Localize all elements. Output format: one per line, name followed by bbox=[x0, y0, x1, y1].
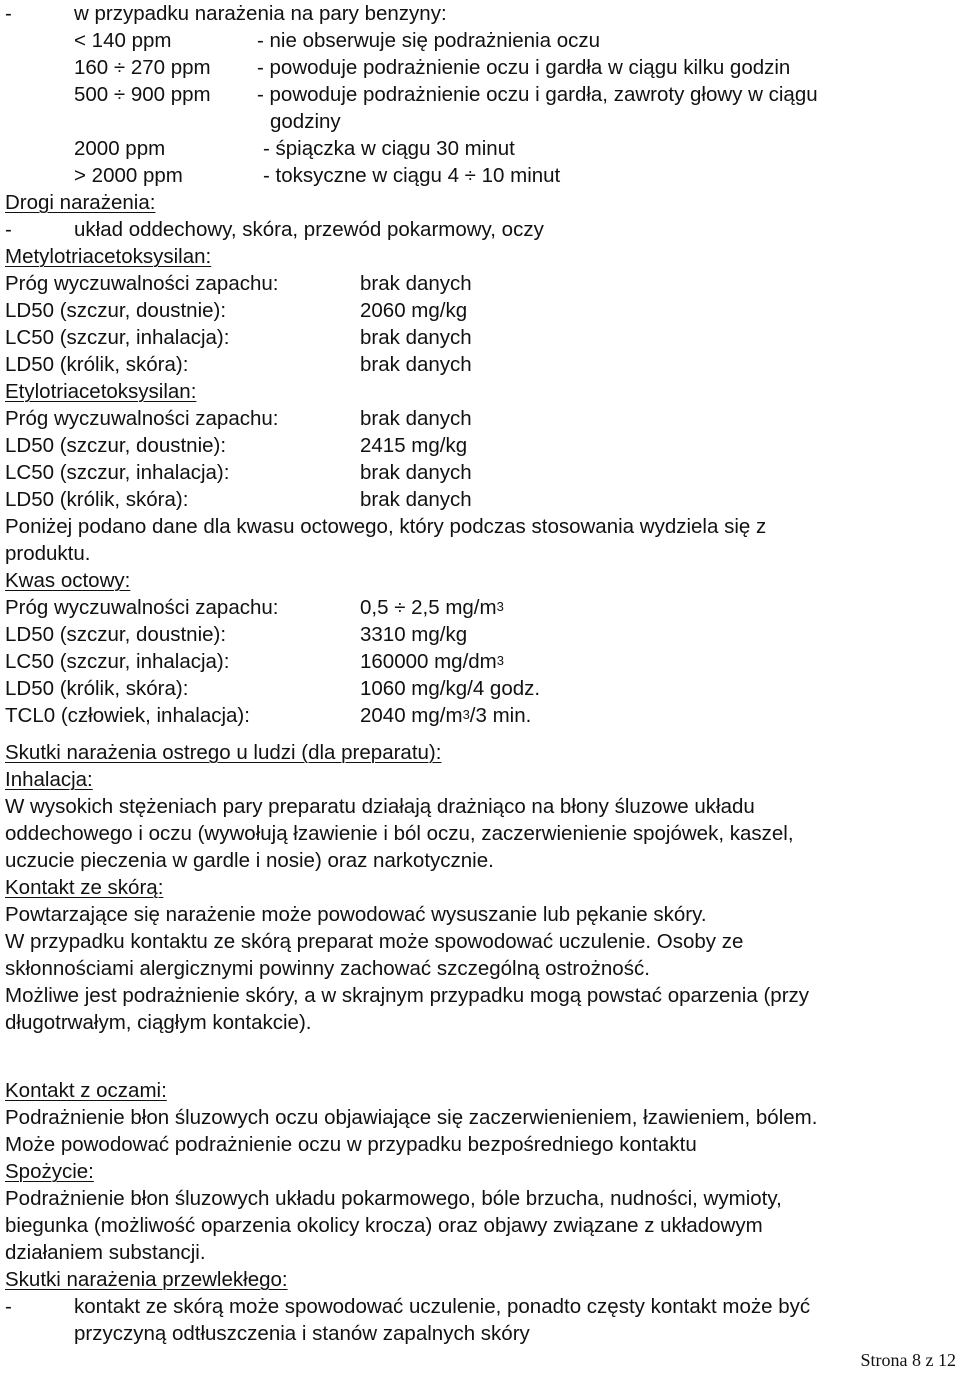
tox-row bbox=[5, 621, 955, 648]
ppm-row bbox=[5, 135, 955, 162]
tox-value bbox=[360, 594, 504, 621]
tox-label: LD50 (królik, skóra): bbox=[5, 353, 189, 376]
bullet-dash: - bbox=[5, 218, 12, 241]
skutki-ostre-heading-line bbox=[5, 739, 955, 766]
tox-value-text: 0,5 ÷ 2,5 mg/m bbox=[360, 596, 497, 619]
przewlekle-item-line bbox=[5, 1293, 955, 1320]
paragraph-line: W przypadku kontaktu ze skórą preparat może spowodować uczulenie. Osoby ze bbox=[5, 930, 744, 953]
kwas-heading: Kwas octowy: bbox=[5, 569, 131, 592]
skora-heading-line bbox=[5, 874, 955, 901]
skutki-ostre-heading: Skutki narażenia ostrego u ludzi (dla preparatu): bbox=[5, 741, 442, 764]
superscript: 3 bbox=[496, 599, 504, 614]
tox-row bbox=[5, 702, 955, 729]
tox-row bbox=[5, 675, 955, 702]
benzyna-heading: w przypadku narażenia na pary benzyny: bbox=[74, 2, 447, 25]
benzyna-heading-line bbox=[5, 0, 955, 27]
przewlekle-item-cont: przyczyną odtłuszczenia i stanów zapalnych skóry bbox=[74, 1322, 530, 1345]
etylo-heading-line bbox=[5, 378, 955, 405]
ppm-effect-continuation: godziny bbox=[270, 110, 341, 133]
paragraph-line: skłonnościami alergicznymi powinny zachować szczególną ostrożność. bbox=[5, 957, 650, 980]
przewlekle-heading-line bbox=[5, 1266, 955, 1293]
metylo-heading: Metylotriacetoksysilan: bbox=[5, 245, 212, 268]
tox-label: LD50 (królik, skóra): bbox=[5, 488, 189, 511]
tox-row bbox=[5, 405, 955, 432]
paragraph-line: długotrwałym, ciągłym kontakcie). bbox=[5, 1011, 312, 1034]
tox-value-text: /3 min. bbox=[469, 704, 532, 727]
oczy-heading: Kontakt z oczami: bbox=[5, 1079, 167, 1102]
paragraph-line: Może powodować podrażnienie oczu w przypadku bezpośredniego kontaktu bbox=[5, 1133, 697, 1156]
tox-label: LD50 (szczur, doustnie): bbox=[5, 623, 227, 646]
tox-value: brak danych bbox=[360, 353, 472, 376]
tox-label: LC50 (szczur, inhalacja): bbox=[5, 650, 230, 673]
przewlekle-item-continuation bbox=[5, 1320, 955, 1347]
ppm-value: 2000 ppm bbox=[74, 137, 166, 160]
drogi-heading-line bbox=[5, 189, 955, 216]
bullet-dash: - bbox=[5, 1295, 12, 1318]
tox-value: brak danych bbox=[360, 461, 472, 484]
spozycie-heading-line bbox=[5, 1158, 955, 1185]
etylo-heading: Etylotriacetoksysilan: bbox=[5, 380, 197, 403]
paragraph-line: Powtarzające się narażenie może powodować wysuszanie lub pękanie skóry. bbox=[5, 903, 707, 926]
metylo-heading-line bbox=[5, 243, 955, 270]
ppm-value: 160 ÷ 270 ppm bbox=[74, 56, 211, 79]
tox-label: TCL0 (człowiek, inhalacja): bbox=[5, 704, 250, 727]
spozycie-heading: Spożycie: bbox=[5, 1160, 94, 1183]
tox-row bbox=[5, 594, 955, 621]
tox-row bbox=[5, 351, 955, 378]
tox-label: Próg wyczuwalności zapachu: bbox=[5, 596, 279, 619]
przewlekle-item: kontakt ze skórą może spowodować uczulenie, ponadto częsty kontakt może być bbox=[74, 1295, 811, 1318]
tox-value-text: 160000 mg/dm bbox=[360, 650, 497, 673]
tox-label: Próg wyczuwalności zapachu: bbox=[5, 407, 279, 430]
ppm-row bbox=[5, 162, 955, 189]
spacer bbox=[5, 1036, 955, 1077]
tox-value: brak danych bbox=[360, 407, 472, 430]
paragraph-line: Możliwe jest podrażnienie skóry, a w skrajnym przypadku mogą powstać oparzenia (przy bbox=[5, 984, 810, 1007]
paragraph-line: biegunka (możliwość oparzenia okolicy krocza) oraz objawy związane z układowym bbox=[5, 1214, 763, 1237]
spacer bbox=[5, 729, 955, 739]
tox-value: brak danych bbox=[360, 488, 472, 511]
tox-row bbox=[5, 297, 955, 324]
tox-label: LD50 (królik, skóra): bbox=[5, 677, 189, 700]
przewlekle-heading: Skutki narażenia przewlekłego: bbox=[5, 1268, 288, 1291]
tox-label: LC50 (szczur, inhalacja): bbox=[5, 326, 230, 349]
tox-value: 3310 mg/kg bbox=[360, 623, 468, 646]
tox-row bbox=[5, 459, 955, 486]
skora-heading: Kontakt ze skórą: bbox=[5, 876, 164, 899]
drogi-heading: Drogi narażenia: bbox=[5, 191, 156, 214]
tox-row bbox=[5, 432, 955, 459]
tox-row bbox=[5, 486, 955, 513]
paragraph-line: uczucie pieczenia w gardle i nosie) oraz narkotycznie. bbox=[5, 849, 494, 872]
paragraph-line: produktu. bbox=[5, 542, 91, 565]
superscript: 3 bbox=[496, 653, 504, 668]
ppm-value: < 140 ppm bbox=[74, 29, 172, 52]
tox-value: 1060 mg/kg/4 godz. bbox=[360, 677, 541, 700]
tox-value-text: 2040 mg/m bbox=[360, 704, 463, 727]
drogi-item-line bbox=[5, 216, 955, 243]
ppm-row bbox=[5, 81, 955, 108]
ppm-effect: - nie obserwuje się podrażnienia oczu bbox=[257, 29, 601, 52]
page-number: Strona 8 z 12 bbox=[860, 1350, 956, 1370]
paragraph-line: W wysokich stężeniach pary preparatu działają drażniąco na błony śluzowe układu bbox=[5, 795, 755, 818]
tox-row bbox=[5, 270, 955, 297]
tox-value: brak danych bbox=[360, 326, 472, 349]
inhalacja-heading-line bbox=[5, 766, 955, 793]
paragraph-line: oddechowego i oczu (wywołują łzawienie i ból oczu, zaczerwienienie spojówek, kaszel, bbox=[5, 822, 794, 845]
tox-label: LC50 (szczur, inhalacja): bbox=[5, 461, 230, 484]
superscript: 3 bbox=[462, 707, 470, 722]
ppm-effect: - śpiączka w ciągu 30 minut bbox=[263, 137, 515, 160]
ppm-effect: - toksyczne w ciągu 4 ÷ 10 minut bbox=[263, 164, 561, 187]
oczy-heading-line bbox=[5, 1077, 955, 1104]
tox-value: 2415 mg/kg bbox=[360, 434, 468, 457]
drogi-item: układ oddechowy, skóra, przewód pokarmowy, oczy bbox=[74, 218, 544, 241]
tox-value: 2060 mg/kg bbox=[360, 299, 468, 322]
paragraph-line: Podrażnienie błon śluzowych oczu objawiające się zaczerwienieniem, łzawieniem, bólem. bbox=[5, 1106, 818, 1129]
tox-row bbox=[5, 648, 955, 675]
ppm-row bbox=[5, 27, 955, 54]
ppm-value: > 2000 ppm bbox=[74, 164, 183, 187]
kwas-heading-line bbox=[5, 567, 955, 594]
tox-row bbox=[5, 324, 955, 351]
ppm-effect: - powoduje podrażnienie oczu i gardła w ciągu kilku godzin bbox=[257, 56, 791, 79]
tox-label: Próg wyczuwalności zapachu: bbox=[5, 272, 279, 295]
tox-label: LD50 (szczur, doustnie): bbox=[5, 434, 227, 457]
ppm-row-continuation bbox=[5, 108, 955, 135]
paragraph-line: działaniem substancji. bbox=[5, 1241, 206, 1264]
document-page bbox=[5, 0, 955, 1347]
ppm-value: 500 ÷ 900 ppm bbox=[74, 83, 211, 106]
inhalacja-heading: Inhalacja: bbox=[5, 768, 93, 791]
ppm-row bbox=[5, 54, 955, 81]
tox-value bbox=[360, 648, 504, 675]
ppm-effect: - powoduje podrażnienie oczu i gardła, zawroty głowy w ciągu bbox=[257, 83, 818, 106]
tox-label: LD50 (szczur, doustnie): bbox=[5, 299, 227, 322]
tox-value bbox=[360, 702, 531, 729]
paragraph-line: Poniżej podano dane dla kwasu octowego, który podczas stosowania wydziela się z bbox=[5, 515, 767, 538]
bullet-dash: - bbox=[5, 2, 12, 25]
paragraph-line: Podrażnienie błon śluzowych układu pokarmowego, bóle brzucha, nudności, wymioty, bbox=[5, 1187, 782, 1210]
tox-value: brak danych bbox=[360, 272, 472, 295]
